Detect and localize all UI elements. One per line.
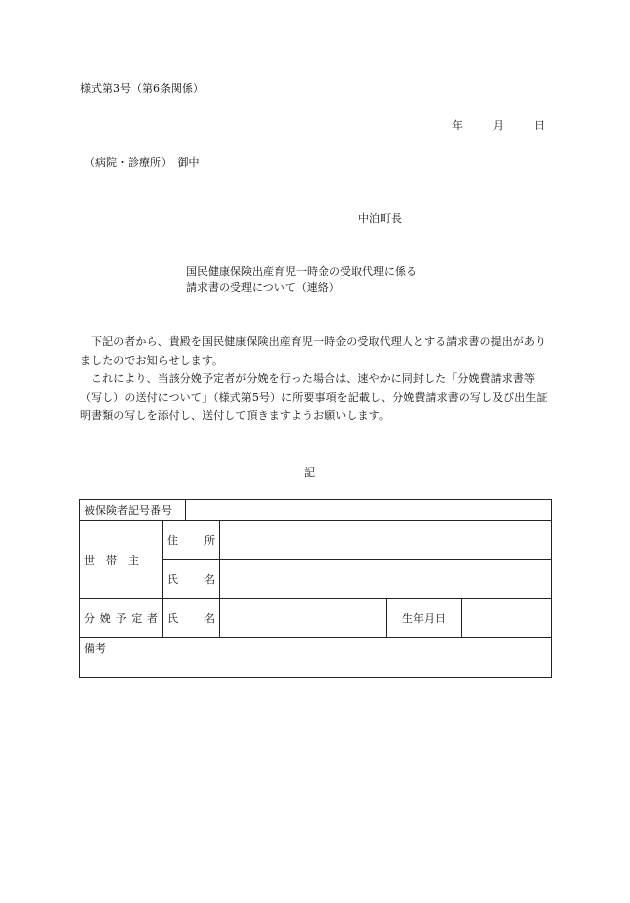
expectant-mother-name-field[interactable]: [220, 599, 387, 638]
ki-heading: 記: [304, 466, 315, 479]
date-month: 月: [493, 119, 504, 132]
date-line: [452, 118, 545, 134]
table-row: [80, 638, 552, 678]
address-label: 住所: [163, 521, 220, 560]
date-day: 日: [534, 119, 545, 132]
subject: [186, 264, 417, 296]
body-paragraph-1: 下記の者から、貴殿を国民健康保険出産育児一時金の受取代理人とする請求書の提出がありましたのでお知らせします。: [80, 335, 547, 367]
head-of-household-label: 世 帯 主: [80, 521, 163, 599]
address-field[interactable]: [220, 521, 552, 560]
table-row: [80, 521, 552, 560]
table-row: [80, 599, 552, 638]
table-row: [80, 500, 552, 521]
insured-number-field[interactable]: [186, 500, 552, 521]
addressee: （病院・診療所） 御中: [84, 156, 200, 169]
birthdate-label: 生年月日: [387, 599, 462, 638]
body-text: [80, 333, 552, 426]
household-name-field[interactable]: [220, 560, 552, 599]
recipient-table: [79, 499, 552, 678]
expectant-mother-label: 分娩予定者: [80, 599, 163, 638]
subject-line-2: 請求書の受理について（連絡）: [186, 281, 340, 294]
body-paragraph-2: これにより、当該分娩予定者が分娩を行った場合は、速やかに同封した「分娩費請求書等（写し）の送付について」（様式第5号）に所要事項を記載し、分娩費請求書の写し及び出生証明書類の写しを添付し、送付して頂きますようお願いします。: [80, 372, 548, 422]
household-name-label: 氏名: [163, 560, 220, 599]
form-number: 様式第3号（第6条関係）: [80, 82, 204, 95]
date-year: 年: [452, 119, 463, 132]
insured-number-label: 被保険者記号番号: [80, 500, 186, 521]
birthdate-field[interactable]: [462, 599, 552, 638]
expectant-mother-name-label: 氏名: [163, 599, 220, 638]
remarks-field[interactable]: [80, 638, 552, 678]
subject-line-1: 国民健康保険出産育児一時金の受取代理に係る: [186, 265, 417, 278]
remarks-label: 備考: [84, 642, 106, 655]
sender: 中泊町長: [358, 212, 402, 225]
